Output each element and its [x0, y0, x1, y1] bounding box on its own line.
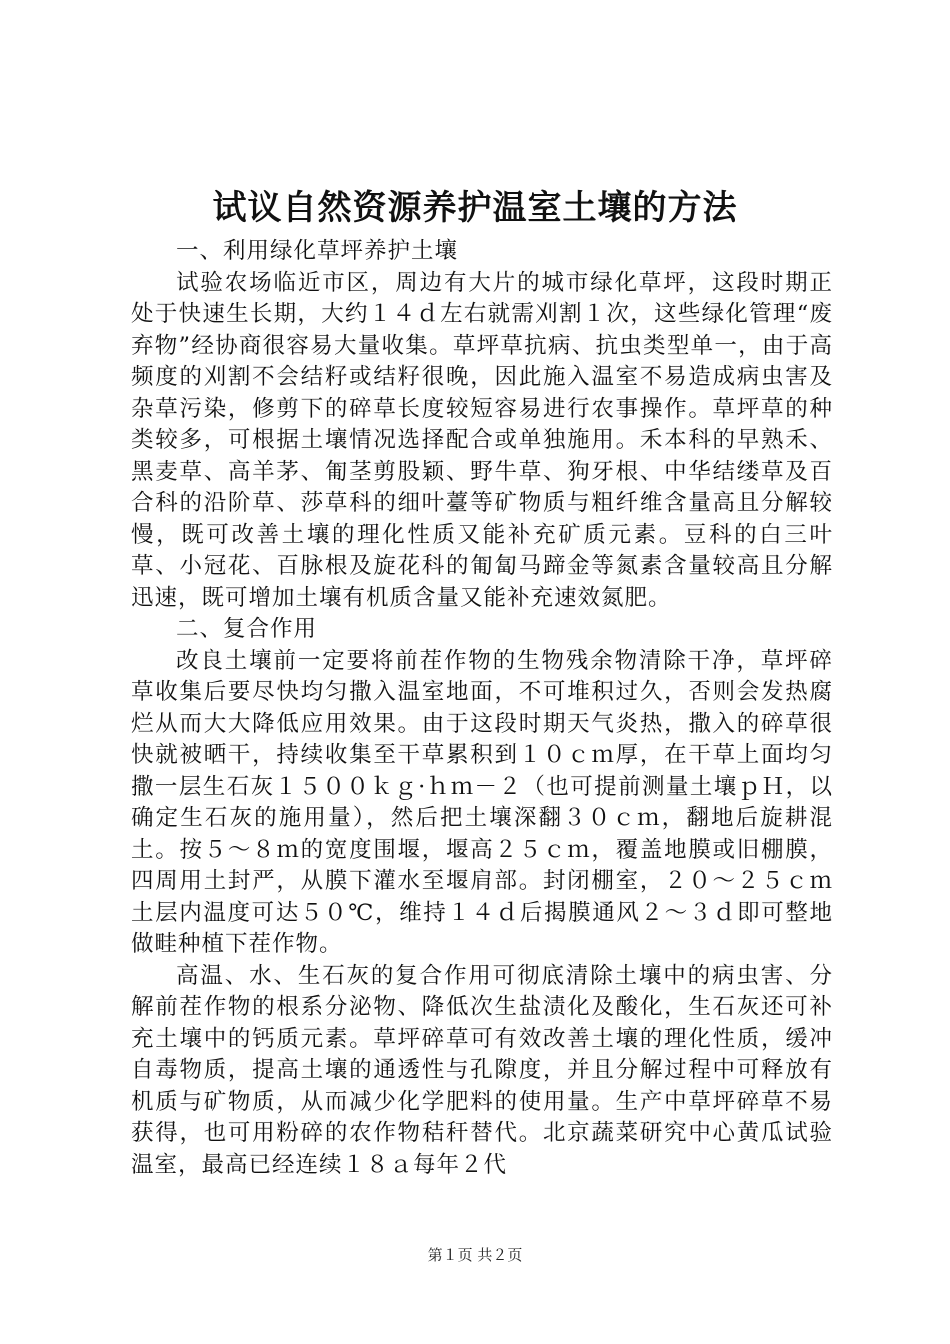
- body-paragraph: 高温、水、生石灰的复合作用可彻底清除土壤中的病虫害、分解前茬作物的根系分泌物、降低次生盐渍化及酸化，生石灰还可补充土壤中的钙质元素。草坪碎草可有效改善土壤的理化性质，缓冲自毒物质，提高土壤的通透性与孔隙度，并且分解过程中可释放有机质与矿物质，从而减少化学肥料的使用量。生产中草坪碎草不易获得，也可用粉碎的农作物秸秆替代。北京蔬菜研究中心黄瓜试验温室，最高已经连续１８ａ每年２代: [131, 962, 833, 1178]
- section-heading: 二、复合作用: [176, 616, 318, 642]
- section-heading: 一、利用绿化草坪养护土壤: [176, 238, 459, 264]
- body-paragraph: 改良土壤前一定要将前茬作物的生物残余物清除干净，草坪碎草收集后要尽快均匀撒入温室地面，不可堆积过久，否则会发热腐烂从而大大降低应用效果。由于这段时期天气炎热，撒入的碎草很快就被晒干，持续收集至干草累积到１０ｃｍ厚，在干草上面均匀撒一层生石灰１５００ｋｇ·ｈｍ－２（也可提前测量土壤ｐＨ，以确定生石灰的施用量），然后把土壤深翻３０ｃｍ，翻地后旋耕混土。按５～８ｍ的宽度围堰，堰高２５ｃｍ，覆盖地膜或旧棚膜，四周用土封严，从膜下灌水至堰肩部。封闭棚室，２０～２５ｃｍ土层内温度可达５０℃，维持１４ｄ后揭膜通风２～３ｄ即可整地做畦种植下茬作物。: [131, 647, 833, 957]
- document-body: [131, 236, 833, 1181]
- body-paragraph: 试验农场临近市区，周边有大片的城市绿化草坪，这段时期正处于快速生长期，大约１４ｄ左右就需刈割１次，这些绿化管理“废弃物”经协商很容易大量收集。草坪草抗病、抗虫类型单一，由于高频度的刈割不会结籽或结籽很晚，因此施入温室不易造成病虫害及杂草污染，修剪下的碎草长度较短容易进行农事操作。草坪草的种类较多，可根据土壤情况选择配合或单独施用。禾本科的早熟禾、黑麦草、高羊茅、匍茎剪股颖、野牛草、狗牙根、中华结缕草及百合科的沿阶草、莎草科的细叶薹等矿物质与粗纤维含量高且分解较慢，既可改善土壤的理化性质又能补充矿质元素。豆科的白三叶草、小冠花、百脉根及旋花科的匍匐马蹄金等氮素含量较高且分解迅速，既可增加土壤有机质含量又能补充速效氮肥。: [131, 269, 833, 611]
- document-title: 试议自然资源养护温室土壤的方法: [212, 188, 738, 228]
- page-number-footer: 第１页 共２页: [427, 1246, 523, 1264]
